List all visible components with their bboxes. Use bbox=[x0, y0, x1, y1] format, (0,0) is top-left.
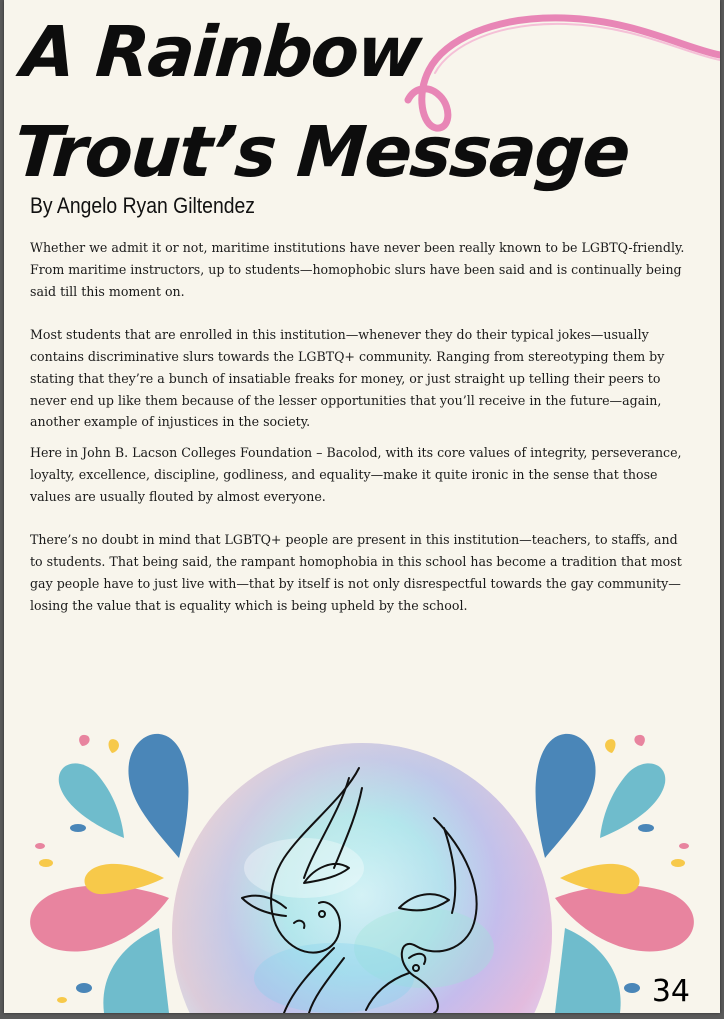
article-title bbox=[11, 2, 639, 202]
page-number: 34 bbox=[651, 974, 690, 1009]
paragraph-2: Most students that are enrolled in this institution—whenever they do their typical jokes—usually contains discriminative slurs towards the LGBTQ+ community. Ranging from stereotyping them by stating that they’re a bunch of insatiable freaks for money, or just straight up telling their peers to never end up like them because of the lesser opportunities that you’ll receive in the future—again, another example of injustices in the society. bbox=[30, 327, 665, 430]
title-line-1: A Rainbow bbox=[18, 11, 423, 93]
title-line-2: Trout’s Message bbox=[11, 111, 632, 193]
right-color-splash bbox=[536, 734, 694, 1013]
paragraph-3: Here in John B. Lacson Colleges Foundation – Bacolod, with its core values of integrity, perseverance, loyalty, excellence, discipline, godliness, and equality—make it quite ironic in the sense that those values are usually flouted by almost everyone. bbox=[30, 445, 682, 504]
paragraph-4: There’s no doubt in mind that LGBTQ+ people are present in this institution—teachers, to staffs, and to students. That being said, the rampant homophobia in this school has become a tradition that most gay people have to just live with—that by itself is not only disrespectful towards the gay community—losing the value that is equality which is being upheld by the school. bbox=[30, 532, 682, 613]
pisces-illustration bbox=[4, 718, 720, 1013]
byline: By Angelo Ryan Giltendez bbox=[30, 193, 255, 218]
magazine-page bbox=[4, 0, 720, 1013]
left-color-splash bbox=[30, 734, 188, 1013]
holographic-orb bbox=[172, 743, 552, 1013]
paragraph-1: Whether we admit it or not, maritime institutions have never been really known to be LGBTQ-friendly. From maritime instructors, up to students—homophobic slurs have been said and is continually being said till this moment on. bbox=[30, 240, 685, 299]
article-body bbox=[30, 237, 690, 617]
